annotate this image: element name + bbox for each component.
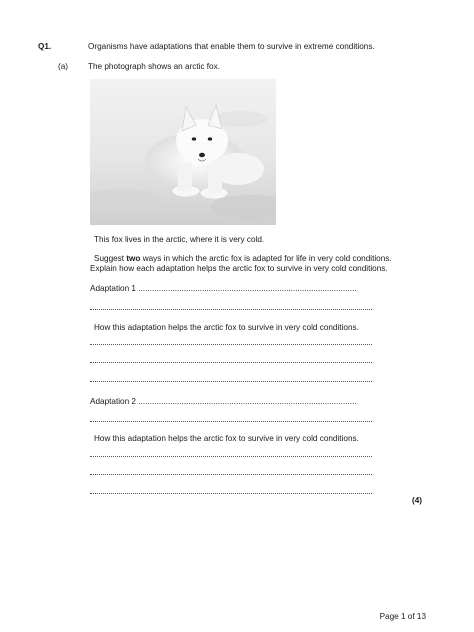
instruction-emphasis: two	[126, 254, 141, 263]
photo-caption: This fox lives in the arctic, where it is very cold.	[94, 235, 265, 244]
answer-line[interactable]	[90, 493, 372, 494]
answer-line[interactable]	[90, 421, 372, 422]
question-stem: Organisms have adaptations that enable them to survive in extreme conditions.	[88, 42, 375, 51]
adaptation-1-label: Adaptation 1 ................................................................................................	[90, 284, 357, 293]
part-intro: The photograph shows an arctic fox.	[88, 62, 220, 71]
page-number: Page 1 of 13	[379, 612, 426, 621]
how-prompt-1: How this adaptation helps the arctic fox to survive in very cold conditions.	[94, 323, 359, 332]
marks-label: (4)	[411, 496, 422, 505]
arctic-fox-photo	[90, 79, 276, 225]
question-number: Q1.	[38, 42, 52, 51]
answer-line[interactable]	[90, 309, 372, 310]
how-prompt-2: How this adaptation helps the arctic fox to survive in very cold conditions.	[94, 434, 359, 443]
answer-line[interactable]	[90, 474, 372, 475]
answer-line[interactable]	[90, 362, 372, 363]
instruction-line-2: Explain how each adaptation helps the arctic fox to survive in very cold conditions.	[90, 264, 388, 273]
instruction-line-1	[94, 254, 392, 263]
adaptation-2-label: Adaptation 2 ................................................................................................	[90, 397, 357, 406]
answer-line[interactable]	[90, 381, 372, 382]
instruction-text-a: Suggest	[94, 254, 127, 263]
part-label: (a)	[58, 62, 69, 71]
answer-line[interactable]	[90, 344, 372, 345]
instruction-text-b: ways in which the arctic fox is adapted for life in very cold conditions.	[140, 254, 392, 263]
answer-line[interactable]	[90, 456, 372, 457]
